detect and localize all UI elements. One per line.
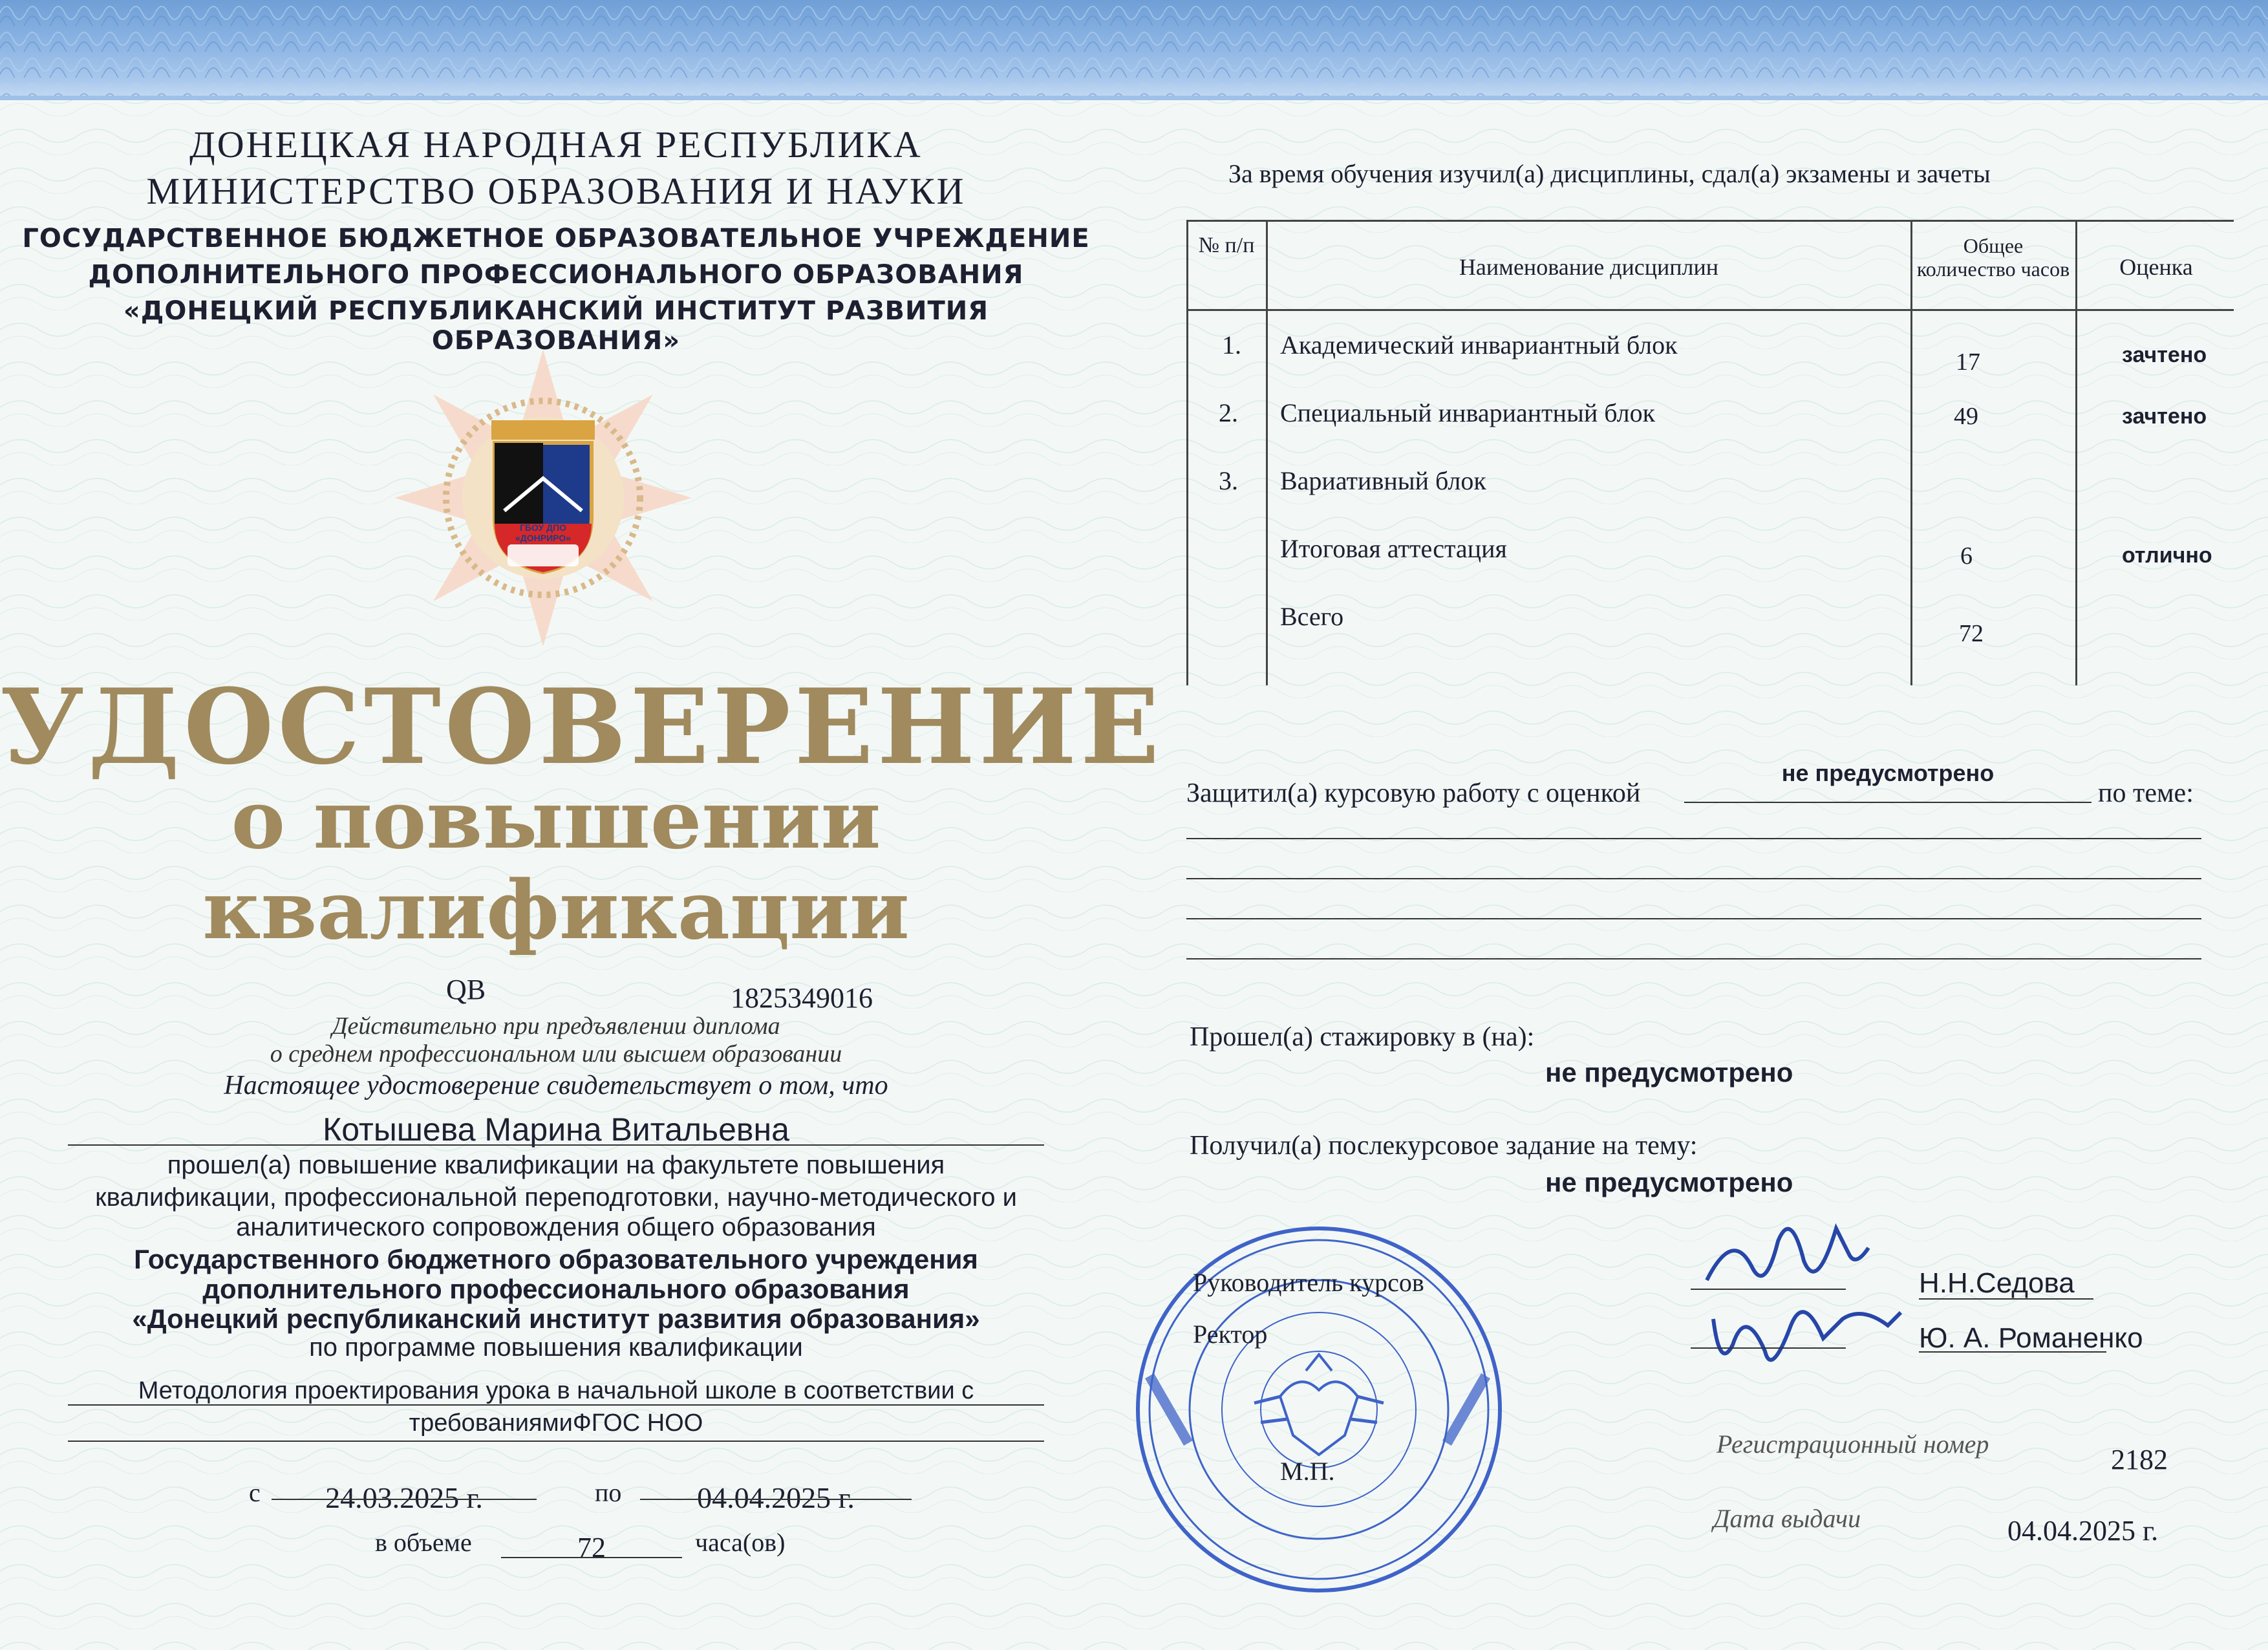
row-num: 2.: [1219, 398, 1238, 427]
topic-line-1: [1186, 838, 2201, 839]
row-num: 1.: [1222, 330, 1241, 359]
program-underline-2: [68, 1441, 1044, 1442]
row-grade: зачтено: [2122, 404, 2207, 429]
assignment-label: Получил(а) послекурсовое задание на тему:: [1190, 1131, 1698, 1161]
body-line-5: дополнительного профессионального образования: [202, 1274, 910, 1304]
certificate-series: QB: [446, 974, 486, 1005]
rector-label: Ректор: [1193, 1320, 1268, 1349]
rector-name-line: [1919, 1351, 2106, 1353]
validity-line-1: Действительно при предъявлении диплома: [332, 1012, 780, 1040]
issue-date-label: Дата выдачи: [1713, 1504, 1861, 1533]
col-header-hours: Общее количество часов: [1916, 234, 2070, 281]
rector-signature: [1694, 1280, 1927, 1397]
coursework-topic-label: по теме:: [2098, 778, 2194, 808]
period-to-label: по: [595, 1478, 622, 1507]
stamp-place-label: М.П.: [1280, 1457, 1335, 1486]
row-name: Специальный инвариантный блок: [1280, 398, 1656, 427]
assignment-value: не предусмотрено: [1545, 1167, 1793, 1197]
body-line-3: аналитического сопровождения общего образования: [236, 1213, 876, 1241]
body-line-6: «Донецкий республиканский институт развития образования»: [132, 1303, 980, 1334]
head-of-courses-label: Руководитель курсов: [1193, 1268, 1424, 1297]
document-subtitle-2: квалификации: [202, 863, 910, 958]
name-underline: [68, 1144, 1044, 1146]
topic-line-3: [1186, 918, 2201, 919]
certificate-number: 1825349016: [731, 982, 873, 1014]
table-col-border-1: [1266, 220, 1268, 685]
program-line-1: Методология проектирования урока в начальной школе в соответствии с: [138, 1377, 974, 1404]
rector-name: Ю. А. Романенко: [1919, 1322, 2143, 1354]
row-hours: 49: [1954, 403, 1978, 430]
header-institution-3: «ДОНЕЦКИЙ РЕСПУБЛИКАНСКИЙ ИНСТИТУТ РАЗВИТИЯ ОБРАЗОВАНИЯ»: [123, 296, 989, 356]
row-name: Итоговая аттестация: [1280, 534, 1507, 563]
hours-label: часа(ов): [695, 1528, 786, 1557]
period-from-label: с: [249, 1478, 261, 1507]
rector-signature-line: [1691, 1347, 1846, 1349]
institute-emblem: [388, 336, 698, 659]
body-line-2: квалификации, профессиональной переподготовки, научно-методического и: [95, 1183, 1017, 1212]
row-num: 3.: [1219, 466, 1238, 495]
volume-value: 72: [577, 1532, 606, 1563]
row-grade: отлично: [2122, 543, 2212, 568]
program-underline-1: [68, 1404, 1044, 1406]
header-republic: ДОНЕЦКАЯ НАРОДНАЯ РЕСПУБЛИКА: [189, 123, 923, 166]
volume-line: [501, 1557, 682, 1558]
col-header-name: Наименование дисциплин: [1459, 254, 1719, 280]
row-hours: 17: [1956, 348, 1980, 376]
registration-number: 2182: [2111, 1444, 2168, 1475]
header-institution-1: ГОСУДАРСТВЕННОЕ БЮДЖЕТНОЕ ОБРАЗОВАТЕЛЬНОЕ УЧРЕЖДЕНИЕ: [22, 224, 1090, 253]
topic-line-2: [1186, 878, 2201, 879]
validity-line-2: о среднем профессиональном или высшем образовании: [270, 1040, 842, 1067]
row-grade: зачтено: [2122, 343, 2207, 367]
col-header-grade: Оценка: [2119, 254, 2193, 280]
issue-date-value: 04.04.2025 г.: [2007, 1515, 2159, 1547]
head-name-line: [1919, 1298, 2093, 1300]
internship-value: не предусмотрено: [1545, 1057, 1793, 1088]
studied-heading: За время обучения изучил(а) дисциплины, сдал(а) экзамены и зачеты: [1228, 159, 1991, 188]
table-col-border-0: [1186, 220, 1188, 685]
period-from-line: [272, 1499, 537, 1500]
body-line-1: прошел(а) повышение квалификации на факультете повышения: [167, 1151, 945, 1179]
registration-label: Регистрационный номер: [1717, 1430, 1989, 1459]
body-line-4: Государственного бюджетного образовательного учреждения: [134, 1244, 978, 1274]
coursework-label: Защитил(а) курсовую работу с оценкой: [1186, 778, 1641, 808]
table-col-border-2: [1910, 220, 1912, 685]
person-name: Котышева Марина Витальевна: [323, 1111, 789, 1148]
row-name: Всего: [1280, 602, 1344, 631]
certifies-text: Настоящее удостоверение свидетельствует о том, что: [224, 1071, 888, 1100]
program-line-2: требованиямиФГОС НОО: [409, 1409, 703, 1437]
document-subtitle-1: о повышении: [231, 773, 881, 867]
period-from-date: 24.03.2025 г.: [325, 1481, 483, 1514]
coursework-grade-line: [1684, 802, 2091, 803]
header-ministry: МИНИСТЕРСТВО ОБРАЗОВАНИЯ И НАУКИ: [146, 170, 966, 212]
volume-label: в объеме: [375, 1528, 472, 1557]
internship-label: Прошел(а) стажировку в (на):: [1190, 1022, 1535, 1052]
col-header-num: № п/п: [1198, 233, 1255, 257]
period-to-line: [640, 1499, 912, 1500]
table-col-border-3: [2075, 220, 2077, 685]
emblem-caption: ГБОУ ДПО «ДОНРИРО»: [515, 522, 571, 543]
topic-line-4: [1186, 958, 2201, 959]
row-name: Академический инвариантный блок: [1280, 330, 1678, 359]
row-name: Вариативный блок: [1280, 466, 1486, 495]
row-hours: 6: [1960, 542, 1973, 570]
row-hours: 72: [1959, 620, 1984, 647]
coursework-grade: не предусмотрено: [1781, 760, 1995, 786]
top-decorative-band: [0, 0, 2268, 100]
period-to-date: 04.04.2025 г.: [697, 1481, 855, 1514]
body-line-7: по программе повышения квалификации: [309, 1333, 803, 1362]
head-name: Н.Н.Седова: [1919, 1267, 2075, 1299]
header-institution-2: ДОПОЛНИТЕЛЬНОГО ПРОФЕССИОНАЛЬНОГО ОБРАЗОВАНИЯ: [88, 260, 1024, 290]
document-title: УДОСТОВЕРЕНИЕ: [0, 666, 1164, 788]
